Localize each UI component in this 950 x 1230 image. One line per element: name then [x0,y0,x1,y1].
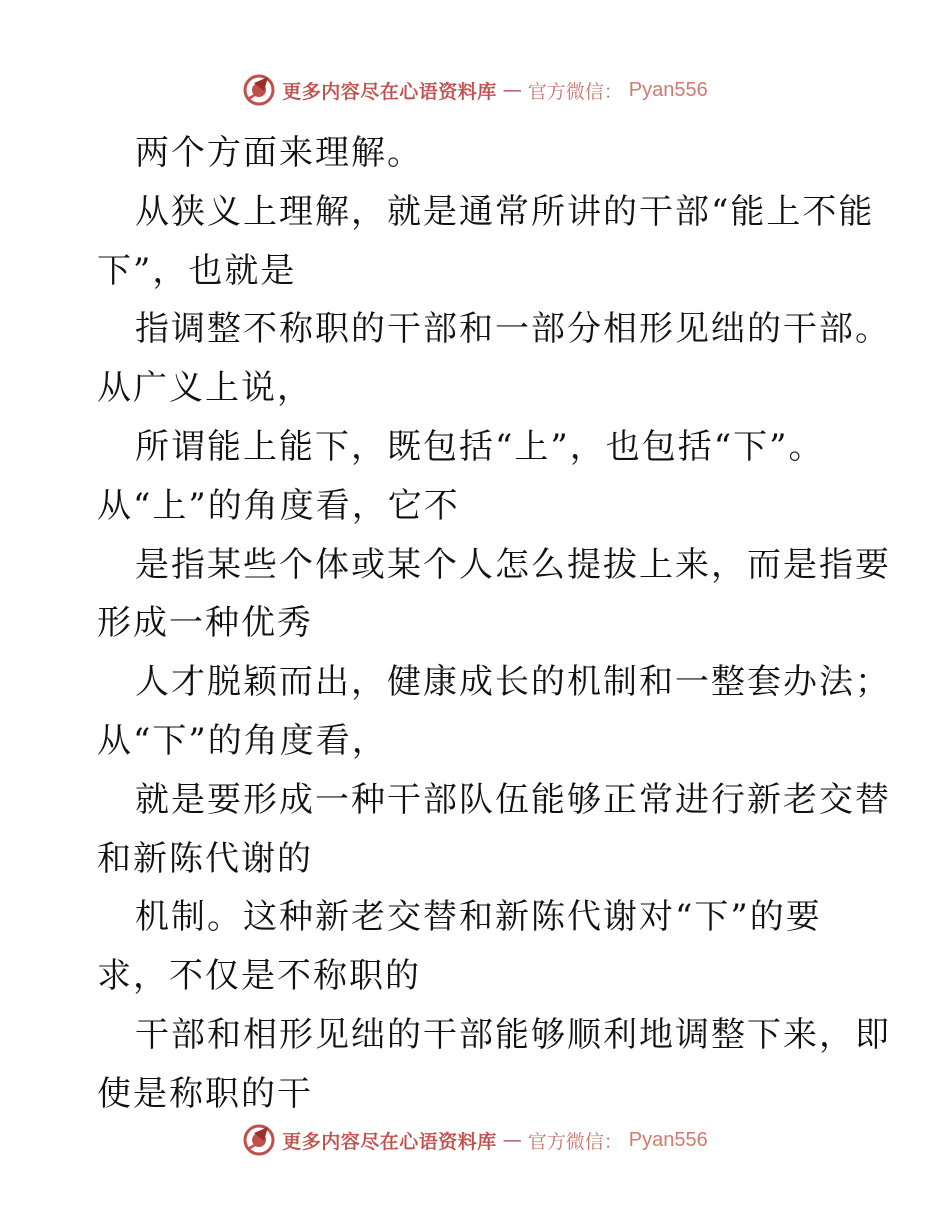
footer-wechat-label: 官方微信： [527,1130,623,1153]
brand-logo-icon [242,73,276,107]
text-line: 干部和相形见绌的干部能够顺利地调整下来，即 [135,1014,891,1055]
footer-wechat-id: Pyan556 [628,1128,708,1151]
text-line: 求，不仅是不称职的 [97,956,421,997]
text-line: 从“上”的角度看，它不 [97,485,460,526]
header-wechat-label: 官方微信： [527,80,623,103]
text-line: 形成一种优秀 [97,603,313,644]
header-banner [0,70,950,110]
text-line: 就是要形成一种干部队伍能够正常进行新老交替 [135,779,891,820]
document-body [97,124,891,1124]
text-line: 使是称职的干 [97,1073,313,1114]
footer-brand-text: 更多内容尽在心语资料库 [282,1130,497,1153]
footer-banner [0,1120,950,1160]
text-line: 两个方面来理解。 [135,133,423,173]
text-line: 下”，也就是 [97,250,297,291]
text-line: 人才脱颖而出，健康成长的机制和一整套办法； [135,662,891,703]
header-brand-text: 更多内容尽在心语资料库 [282,80,497,103]
text-line: 从狭义上理解，就是通常所讲的干部“能上不能 [135,191,875,232]
text-line: 从“下”的角度看， [97,720,388,761]
text-line: 所谓能上能下，既包括“上”，也包括“下”。 [135,426,825,467]
header-wechat-id: Pyan556 [628,78,708,101]
text-line: 从广义上说， [97,368,313,409]
header-dash: — [502,79,522,101]
text-line: 机制。这种新老交替和新陈代谢对“下”的要 [135,897,822,938]
text-line: 和新陈代谢的 [97,838,313,879]
text-line: 是指某些个体或某个人怎么提拔上来，而是指要 [135,544,891,585]
text-line: 指调整不称职的干部和一部分相形见绌的干部。 [135,309,891,350]
brand-logo-icon [242,1123,276,1157]
footer-dash: — [502,1129,522,1151]
